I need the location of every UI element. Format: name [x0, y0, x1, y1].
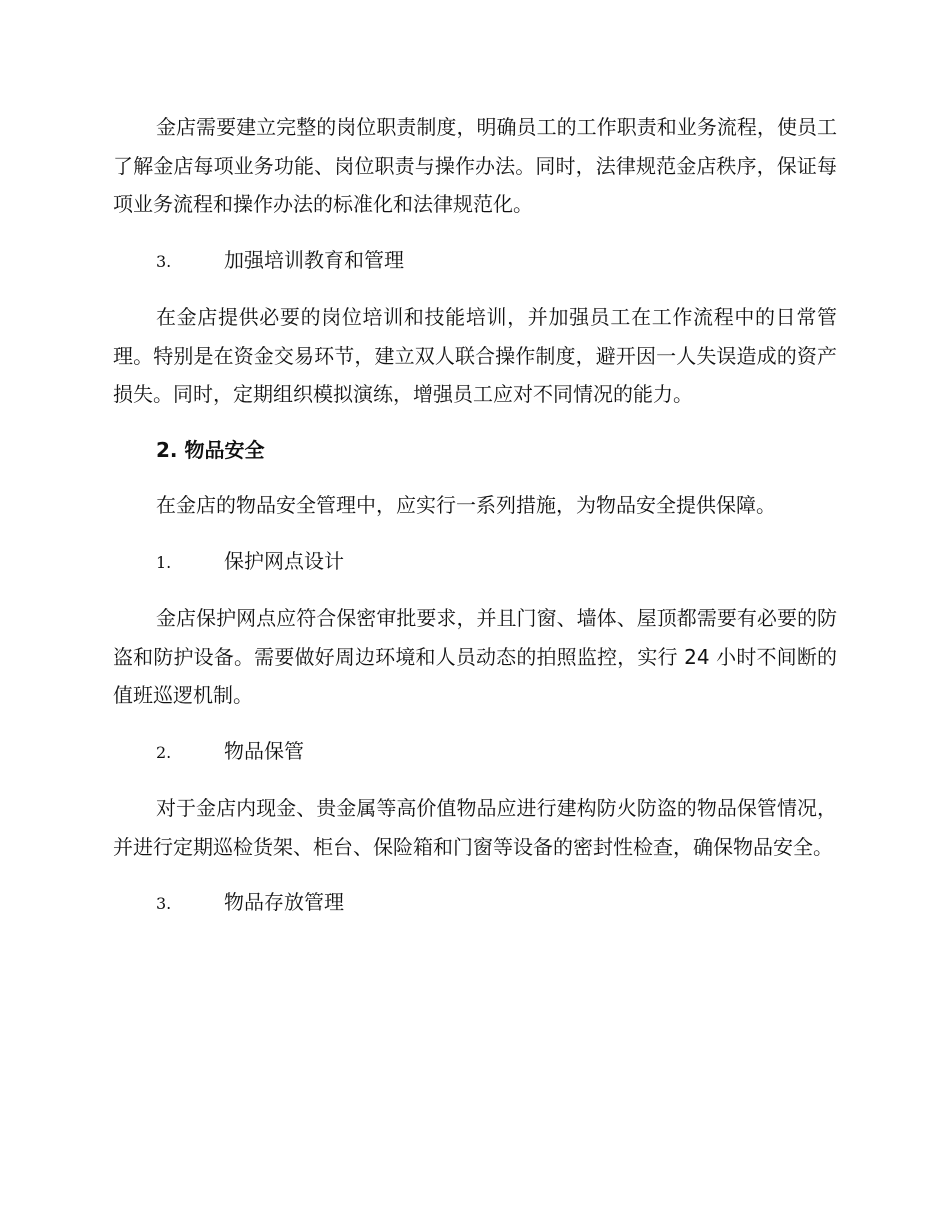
- paragraph-item-safety-intro: 在金店的物品安全管理中，应实行一系列措施，为物品安全提供保障。: [156, 493, 776, 517]
- paragraph-job-responsibility: 金店需要建立完整的岗位职责制度，明确员工的工作职责和业务流程，使员工了解金店每项业务功能、岗位职责与操作办法。同时，法律规范金店秩序，保证每项业务流程和操作办法的标准化和法律规范化。: [113, 115, 837, 216]
- section-heading-item-safety: 2. 物品安全: [156, 437, 265, 462]
- list-number: 2.: [156, 742, 172, 762]
- list-number: 3.: [156, 894, 172, 913]
- list-item-training: [113, 241, 837, 282]
- list-item-label: 保护网点设计: [224, 548, 344, 573]
- paragraph-custody: 对于金店内现金、贵金属等高价值物品应进行建构防火防盗的物品保管情况，并进行定期巡检货架、柜台、保险箱和门窗等设备的密封性检查，确保物品安全。: [113, 796, 837, 859]
- list-number: 3.: [156, 251, 172, 271]
- list-item-label: 加强培训教育和管理: [224, 247, 404, 272]
- list-item-custody: [113, 732, 837, 773]
- list-number: 1.: [156, 552, 172, 572]
- list-item-network-design: [113, 542, 837, 583]
- list-item-storage-management: [113, 883, 837, 924]
- paragraph-network-design: 金店保护网点应符合保密审批要求，并且门窗、墙体、屋顶都需要有必要的防盗和防护设备。需要做好周边环境和人员动态的拍照监控，实行 24 小时不间断的值班巡逻机制。: [113, 606, 837, 707]
- document-body: [113, 108, 837, 941]
- paragraph-training: 在金店提供必要的岗位培训和技能培训，并加强员工在工作流程中的日常管理。特别是在资金交易环节，建立双人联合操作制度，避开因一人失误造成的资产损失。同时，定期组织模拟演练，增强员工应对不同情况的能力。: [113, 305, 837, 406]
- list-item-label: 物品保管: [224, 738, 304, 763]
- list-item-label: 物品存放管理: [224, 890, 344, 914]
